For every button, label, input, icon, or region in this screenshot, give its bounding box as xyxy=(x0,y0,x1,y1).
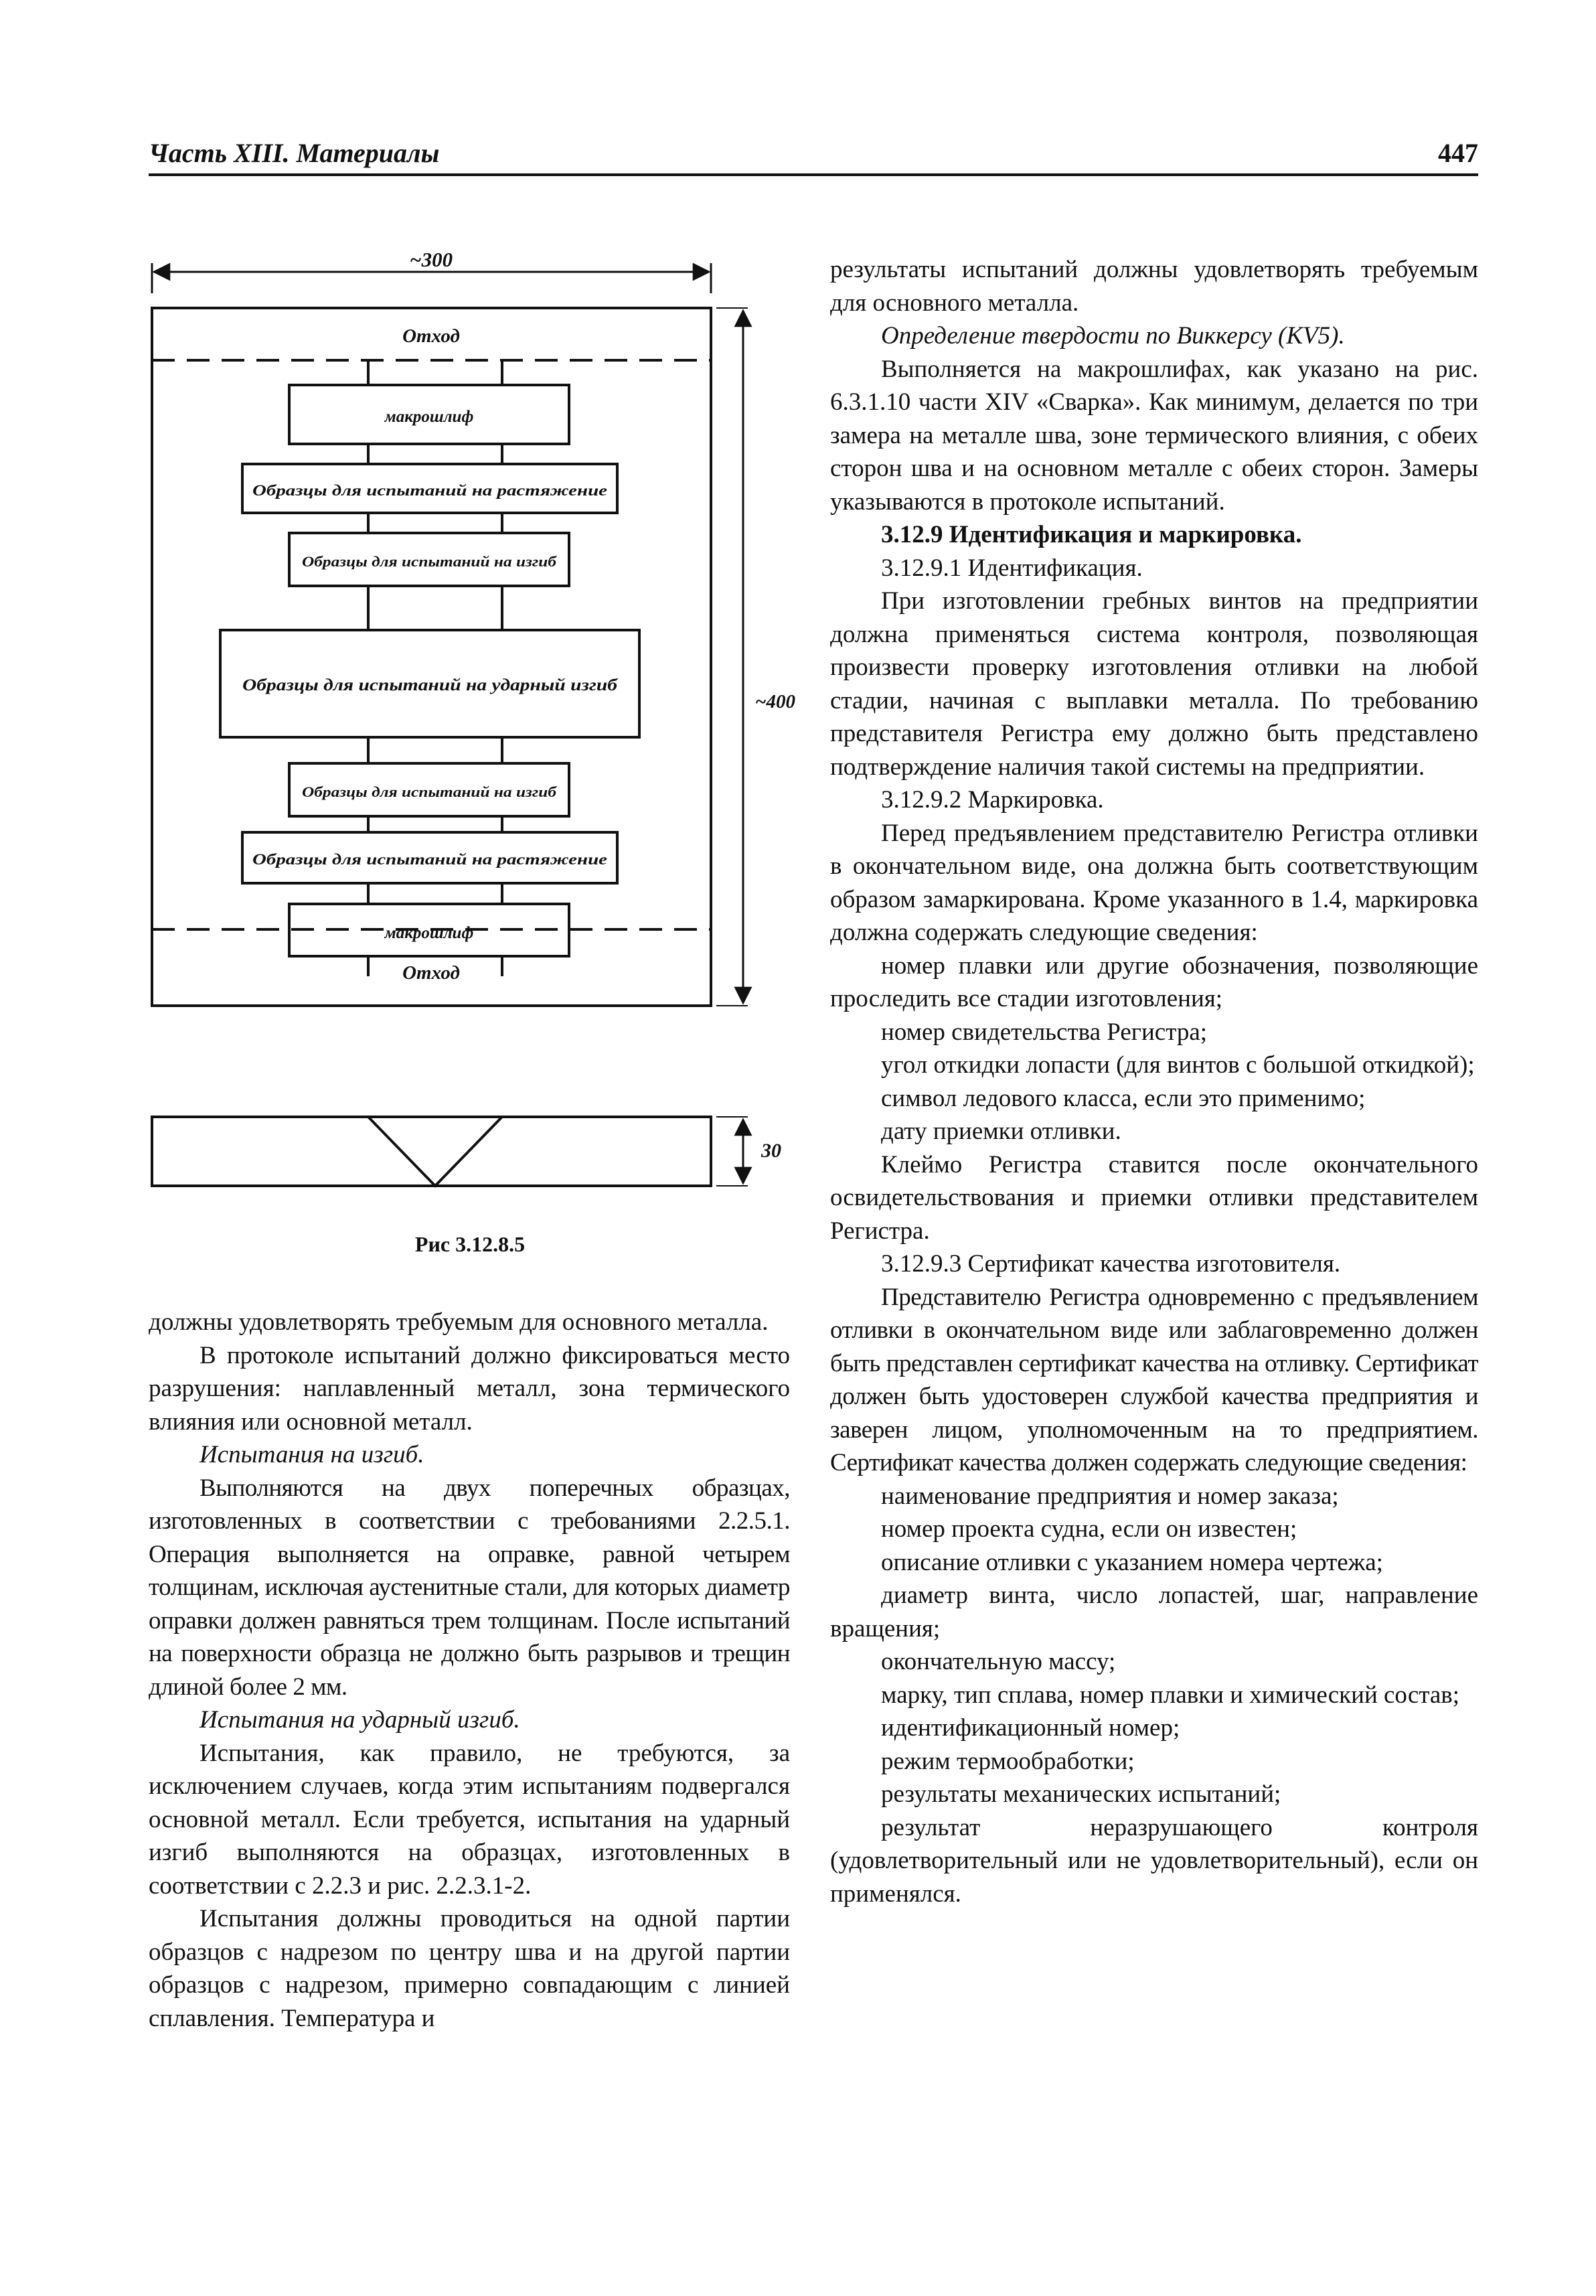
weld-groove xyxy=(368,1117,502,1186)
subheading-bend-test: Испытания на изгиб. xyxy=(200,1441,424,1468)
subsection-heading: 3.12.9.3 Сертификат качества изготовителя. xyxy=(881,1250,1341,1278)
waste-top-label: Отход xyxy=(402,325,460,347)
list-item: номер проекта судна, если он известен; xyxy=(881,1515,1297,1543)
list-item: окончательную массу; xyxy=(881,1648,1116,1675)
figure-3-12-8-5 xyxy=(149,253,811,1257)
subheading-impact-test: Испытания на ударный изгиб. xyxy=(200,1706,520,1734)
list-item: диаметр винта, число лопастей, шаг, направление вращения; xyxy=(830,1582,1478,1642)
list-item: режим термообработки; xyxy=(881,1747,1135,1775)
list-item: символ ледового класса, если это применимо; xyxy=(881,1084,1366,1112)
paragraph: должны удовлетворять требуемым для основного металла. xyxy=(149,1308,769,1336)
paragraph: Испытания должны проводиться на одной партии образцов с надрезом по центру шва и на другой партии образцов с надрезом, примерно совпадающим с линией сплавления. Температура и xyxy=(149,1905,790,2032)
paragraph: При изготовлении гребных винтов на предприятии должна применяться система контроля, позволяющая произвести проверку изготовления отливки на любой стадии, начиная с выплавки металла. По требованию представителя Регистра ему должно быть представлено подтверждение наличия такой системы на предприятии. xyxy=(830,587,1478,781)
waste-bottom-label: Отход xyxy=(402,962,460,984)
macro-bottom-label: макрошлиф xyxy=(384,924,474,942)
figure-caption: Рис 3.12.8.5 xyxy=(414,1232,526,1256)
section-heading-3-12-9: 3.12.9 Идентификация и маркировка. xyxy=(881,521,1302,548)
paragraph: Выполняются на двух поперечных образцах, изготовленных в соответствии с требованиями 2.2.5.1. Операция выполняется на оправке, равной четырем толщинам, исключая аустенитные стали, для которых диаметр оправки должен равняться трем толщинам. После испытаний на поверхности образца не должно быть разрывов и трещин длиной более 2 мм. xyxy=(149,1474,790,1701)
list-item: номер плавки или другие обозначения, позволяющие проследить все стадии изготовления; xyxy=(830,951,1478,1012)
specimen-layout-diagram xyxy=(149,253,811,1217)
left-column xyxy=(149,1306,790,2035)
width-dimension-label: ~300 xyxy=(409,253,453,271)
list-item: дату приемки отливки. xyxy=(881,1118,1121,1145)
paragraph: результаты испытаний должны удовлетворять требуемым для основного металла. xyxy=(830,256,1478,317)
impact-label: Образцы для испытаний на ударный изгиб xyxy=(242,676,619,694)
subsection-heading: 3.12.9.2 Маркировка. xyxy=(881,786,1104,814)
paragraph: Испытания, как правило, не требуются, за исключением случаев, когда этим испытаниям подвергался основной металл. Если требуется, испытания на ударный изгиб выполняются на образцах, изготовленных в соответствии с 2.2.3 и рис. 2.2.3.1-2. xyxy=(149,1739,790,1900)
bend-top-label: Образцы для испытаний на изгиб xyxy=(302,553,558,570)
height-dimension-label: ~400 xyxy=(754,691,796,712)
right-column xyxy=(830,253,1478,1910)
list-item: идентификационный номер; xyxy=(881,1714,1180,1742)
list-item: описание отливки с указанием номера чертежа; xyxy=(881,1548,1383,1576)
bend-bottom-label: Образцы для испытаний на изгиб xyxy=(302,783,558,800)
running-header xyxy=(149,137,1478,177)
list-item: наименование предприятия и номер заказа; xyxy=(881,1482,1339,1510)
paragraph: Перед предъявлением представителю Регистра отливки в окончательном виде, она должна быть соответствующим образом замаркирована. Кроме указанного в 1.4, маркировка должна содержать следующие сведения: xyxy=(830,819,1478,946)
list-item: номер свидетельства Регистра; xyxy=(881,1018,1208,1046)
list-item: угол откидки лопасти (для винтов с большой откидкой); xyxy=(881,1051,1475,1079)
header-title: Часть XIII. Материалы xyxy=(149,138,440,168)
paragraph: Представителю Регистра одновременно с предъявлением отливки в окончательном виде или заблаговременно должен быть представлен сертификат качества на отливку. Сертификат должен быть удостоверен службой качества предприятия и заверен лицом, уполномоченным на то предприятием. Сертификат качества должен содержать следующие сведения: xyxy=(830,1283,1478,1476)
thickness-dimension-label: 30 xyxy=(761,1140,781,1162)
subheading-hardness: Определение твердости по Виккерсу (KV5). xyxy=(881,322,1345,350)
cross-section-plate xyxy=(152,1117,711,1186)
page-number: 447 xyxy=(1438,138,1478,168)
list-item: результат неразрушающего контроля (удовлетворительный или не удовлетворительный), если он применялся. xyxy=(830,1813,1478,1908)
header-rule xyxy=(149,173,1478,176)
list-item: результаты механических испытаний; xyxy=(881,1780,1281,1808)
subsection-heading: 3.12.9.1 Идентификация. xyxy=(881,554,1143,582)
tension-top-label: Образцы для испытаний на растяжение xyxy=(252,482,607,499)
paragraph: Выполняется на макрошлифах, как указано на рис. 6.3.1.10 части XIV «Сварка». Как минимум, делается по три замера на металле шва, зоне термического влияния, с обеих сторон шва и на основном металле с обеих сторон. Замеры указываются в протоколе испытаний. xyxy=(830,355,1478,516)
paragraph: В протоколе испытаний должно фиксироваться место разрушения: наплавленный металл, зона термического влияния или основной металл. xyxy=(149,1341,790,1436)
macro-top-label: макрошлиф xyxy=(384,408,474,426)
paragraph: Клеймо Регистра ставится после окончательного освидетельствования и приемки отливки представителем Регистра. xyxy=(830,1150,1478,1245)
tension-bottom-label: Образцы для испытаний на растяжение xyxy=(252,851,607,868)
list-item: марку, тип сплава, номер плавки и химический состав; xyxy=(881,1681,1460,1709)
